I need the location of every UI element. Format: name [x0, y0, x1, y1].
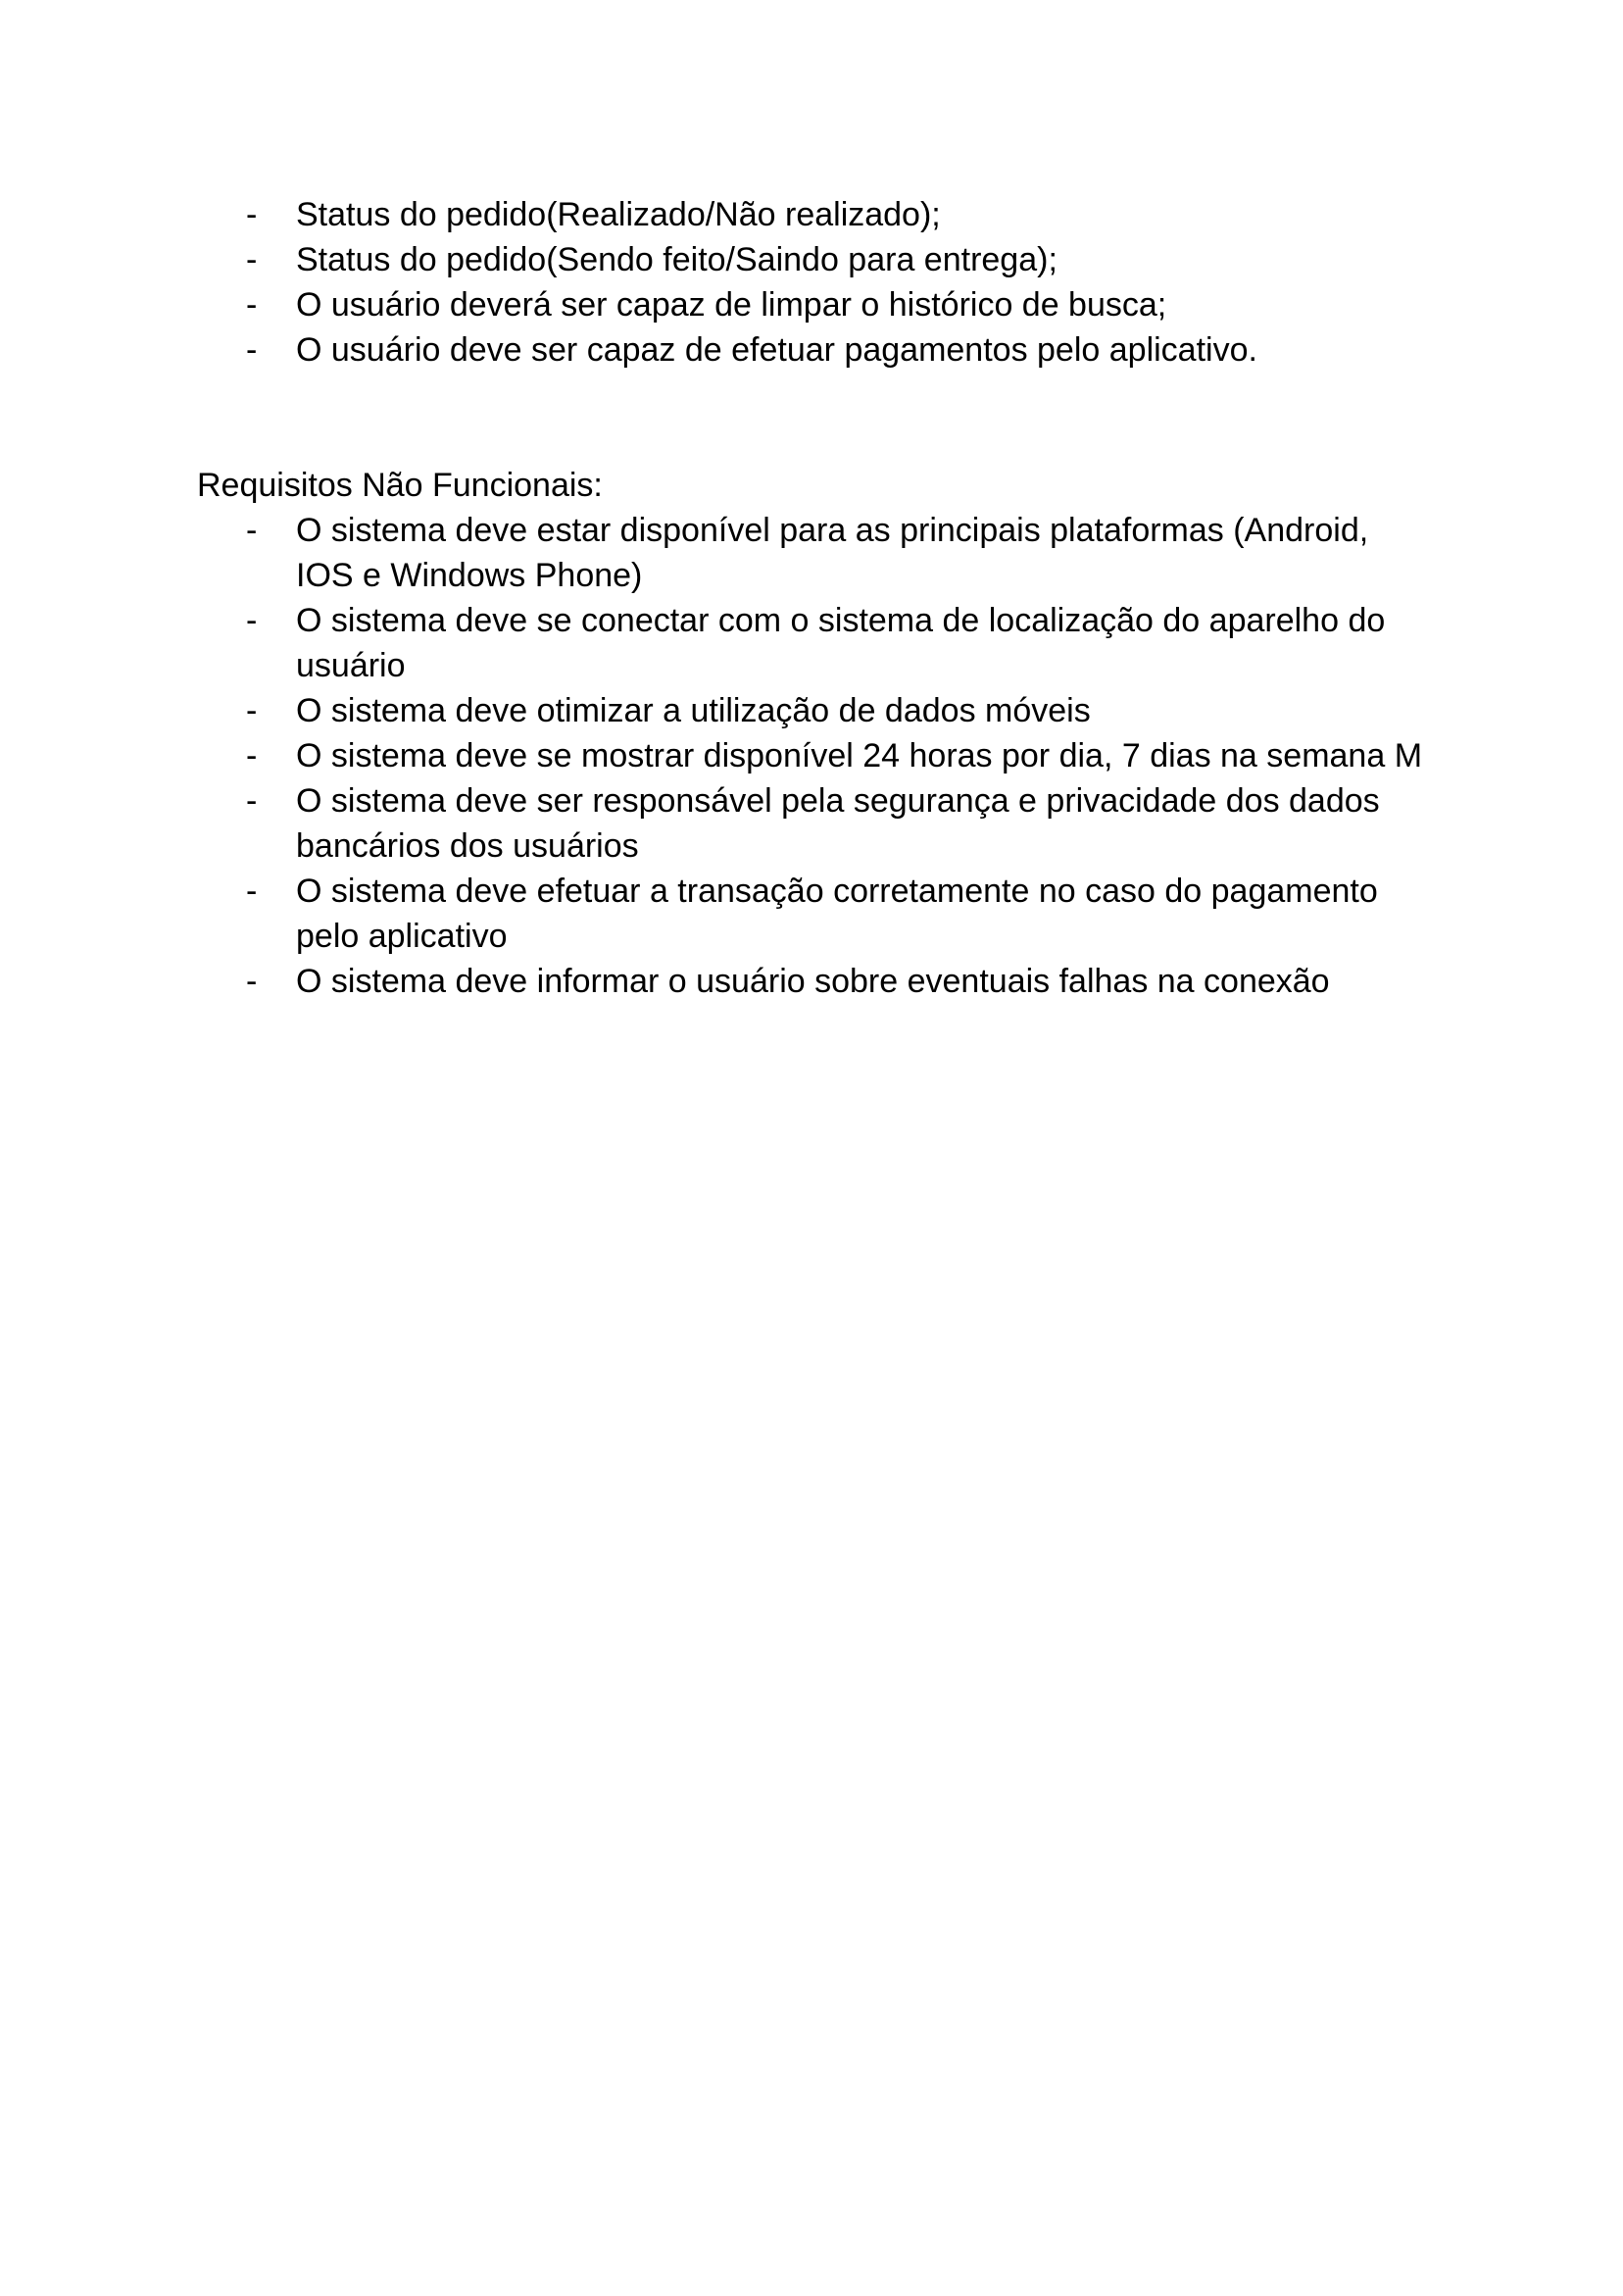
list-item-text: O usuário deve ser capaz de efetuar pagamentos pelo aplicativo. [296, 331, 1257, 369]
list-item-text: O usuário deverá ser capaz de limpar o histórico de busca; [296, 286, 1167, 324]
list-item-text: O sistema deve estar disponível para as principais plataformas (Android, IOS e Windows Phone) [296, 512, 1369, 594]
dash-bullet: - [246, 737, 258, 774]
dash-bullet: - [246, 331, 258, 369]
list-item [197, 959, 1432, 1004]
list-item [197, 778, 1432, 869]
list-item [197, 282, 1432, 327]
list-item-text: O sistema deve efetuar a transação corretamente no caso do pagamento pelo aplicativo [296, 873, 1378, 955]
list-item-text: O sistema deve se conectar com o sistema de localização do aparelho do usuário [296, 602, 1386, 684]
document-body [197, 192, 1432, 1004]
list-item [197, 327, 1432, 373]
list-item [197, 237, 1432, 282]
list-item-text: O sistema deve informar o usuário sobre eventuais falhas na conexão [296, 963, 1330, 1000]
list-item [197, 598, 1432, 688]
dash-bullet: - [246, 512, 258, 549]
non-functional-heading: Requisitos Não Funcionais: [197, 467, 603, 504]
list-item-text: O sistema deve ser responsável pela segurança e privacidade dos dados bancários dos usuários [296, 782, 1380, 865]
list-item [197, 192, 1432, 237]
dash-bullet: - [246, 873, 258, 910]
list-item-text: Status do pedido(Realizado/Não realizado); [296, 196, 941, 233]
dash-bullet: - [246, 602, 258, 639]
list-item [197, 869, 1432, 959]
section-spacer [197, 373, 1432, 463]
dash-bullet: - [246, 286, 258, 324]
functional-requirements-list [197, 192, 1432, 373]
dash-bullet: - [246, 782, 258, 820]
dash-bullet: - [246, 963, 258, 1000]
dash-bullet: - [246, 241, 258, 278]
non-functional-requirements-list [197, 508, 1432, 1004]
list-item-text: O sistema deve otimizar a utilização de dados móveis [296, 692, 1091, 729]
dash-bullet: - [246, 692, 258, 729]
list-item [197, 733, 1432, 778]
list-item [197, 688, 1432, 733]
dash-bullet: - [246, 196, 258, 233]
list-item-text: O sistema deve se mostrar disponível 24 horas por dia, 7 dias na semana M [296, 737, 1423, 774]
list-item [197, 508, 1432, 598]
list-item-text: Status do pedido(Sendo feito/Saindo para entrega); [296, 241, 1057, 278]
